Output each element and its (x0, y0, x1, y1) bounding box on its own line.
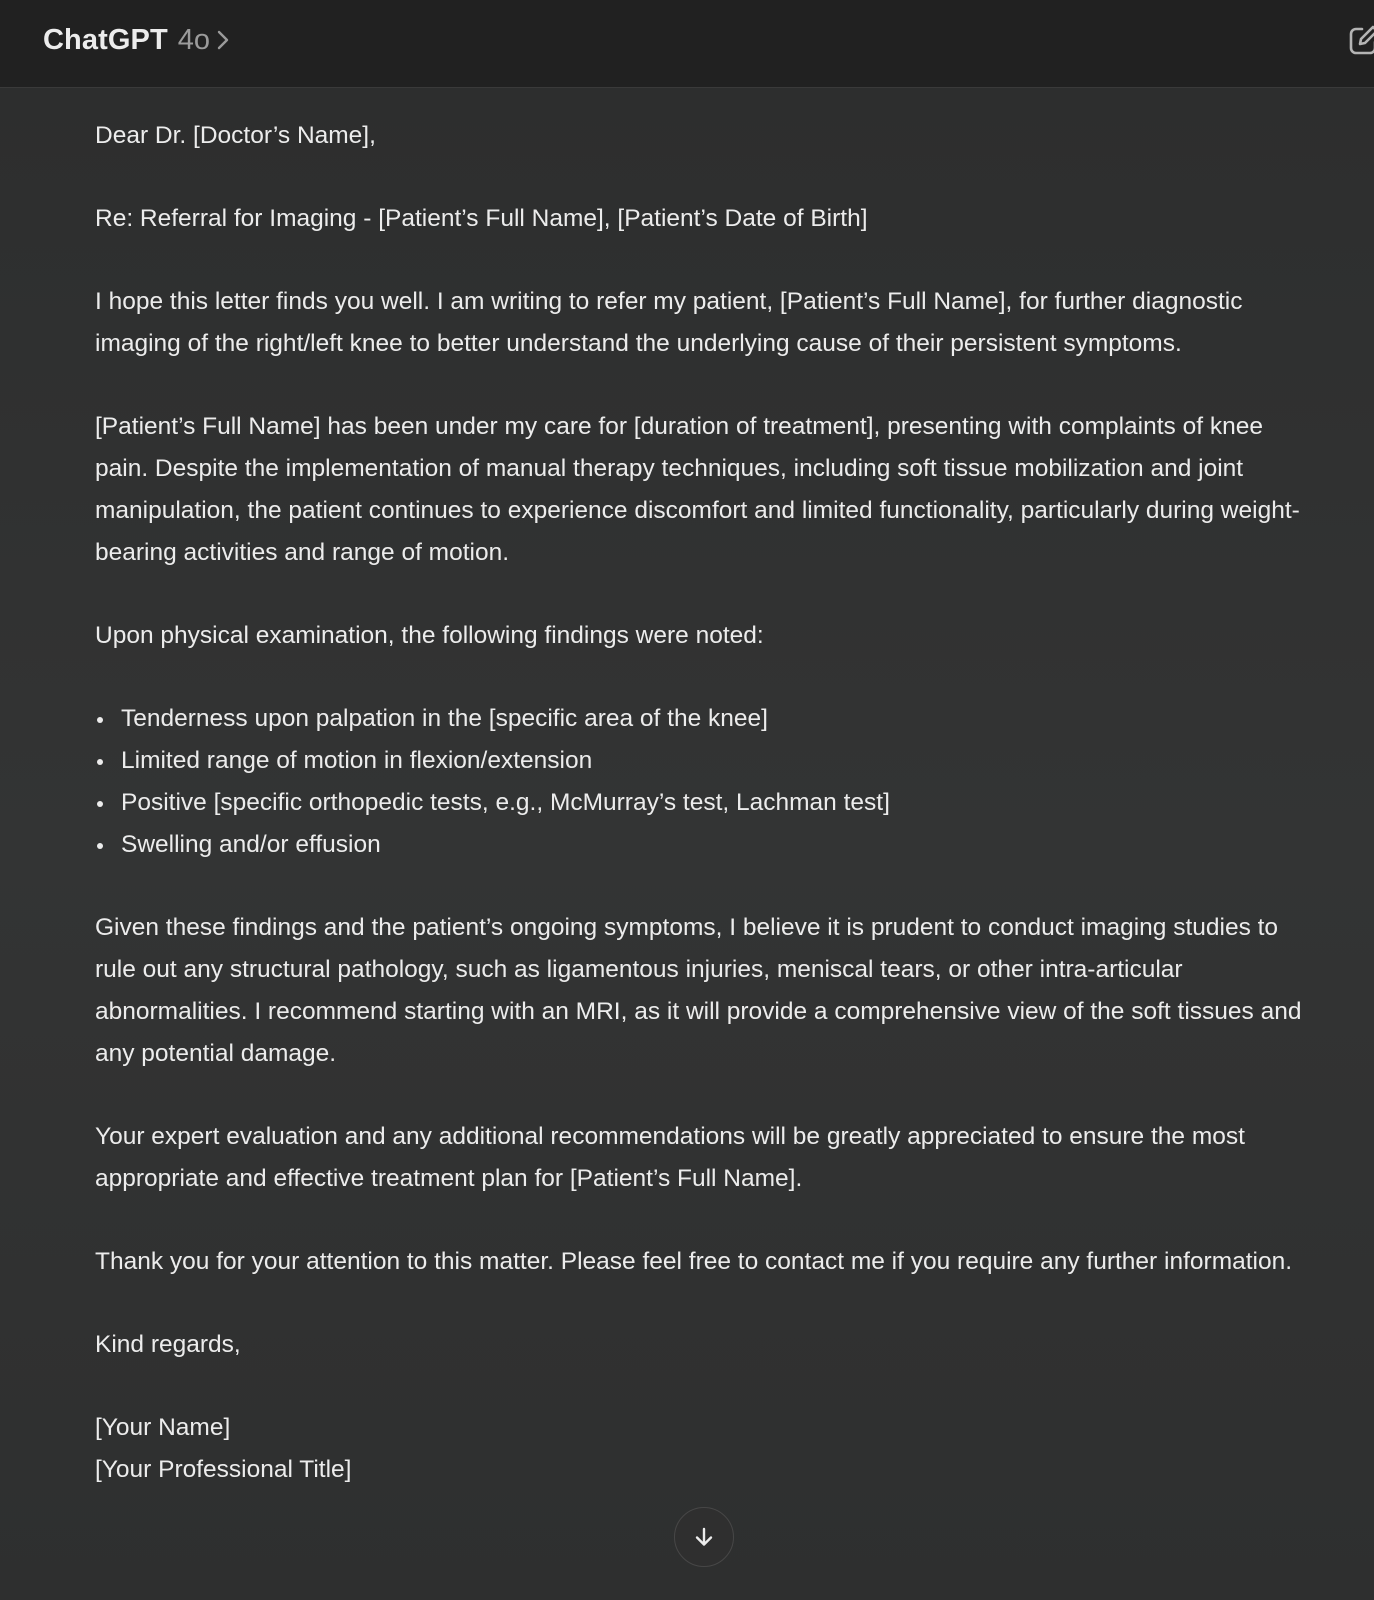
signature-name: [Your Name] (95, 1414, 231, 1441)
top-bar (0, 0, 1374, 88)
findings-list (95, 698, 1315, 866)
new-chat-button[interactable] (1344, 20, 1374, 60)
list-item: Limited range of motion in flexion/extension (95, 740, 1315, 782)
list-item: Tenderness upon palpation in the [specific area of the knee] (95, 698, 1315, 740)
letter-subject: Re: Referral for Imaging - [Patient’s Full Name], [Patient’s Date of Birth] (95, 205, 868, 232)
list-item: Swelling and/or effusion (95, 824, 1315, 866)
letter-exam-intro: Upon physical examination, the following findings were noted: (95, 622, 764, 649)
app-name: ChatGPT (43, 23, 168, 56)
arrow-down-icon (692, 1525, 716, 1549)
list-item: Positive [specific orthopedic tests, e.g., McMurray’s test, Lachman test] (95, 782, 1315, 824)
model-switcher[interactable] (43, 20, 230, 60)
chevron-right-icon (216, 29, 230, 51)
letter-intro: I hope this letter finds you well. I am writing to refer my patient, [Patient’s Full Name], for further diagnostic imaging of the right/left knee to better understand the underlying cause of their persistent symptoms. (95, 288, 1243, 357)
letter-recommendation: Given these findings and the patient’s ongoing symptoms, I believe it is prudent to conduct imaging studies to rule out any structural pathology, such as ligamentous injuries, meniscal tears, or other intra-articular abnormalities. I recommend starting with an MRI, as it will provide a comprehensive view of the soft tissues and any potential damage. (95, 914, 1302, 1067)
letter-thanks: Thank you for your attention to this matter. Please feel free to contact me if you require any further information. (95, 1248, 1293, 1275)
signature-title: [Your Professional Title] (95, 1456, 352, 1483)
model-version: 4o (177, 23, 211, 56)
letter-request: Your expert evaluation and any additional recommendations will be greatly appreciated to ensure the most appropriate and effective treatment plan for [Patient’s Full Name]. (95, 1123, 1245, 1192)
conversation-area (0, 88, 1374, 1600)
scroll-to-bottom-button[interactable] (674, 1507, 734, 1567)
assistant-message (95, 88, 1315, 1491)
letter-closing: Kind regards, (95, 1331, 241, 1358)
letter-salutation: Dear Dr. [Doctor’s Name], (95, 122, 376, 149)
letter-history: [Patient’s Full Name] has been under my care for [duration of treatment], presenting with complaints of knee pain. Despite the implementation of manual therapy techniques, including soft tissue mobilization and joint manipulation, the patient continues to experience discomfort and limited functionality, particularly during weight-bearing activities and range of motion. (95, 413, 1300, 566)
compose-icon (1344, 20, 1374, 60)
